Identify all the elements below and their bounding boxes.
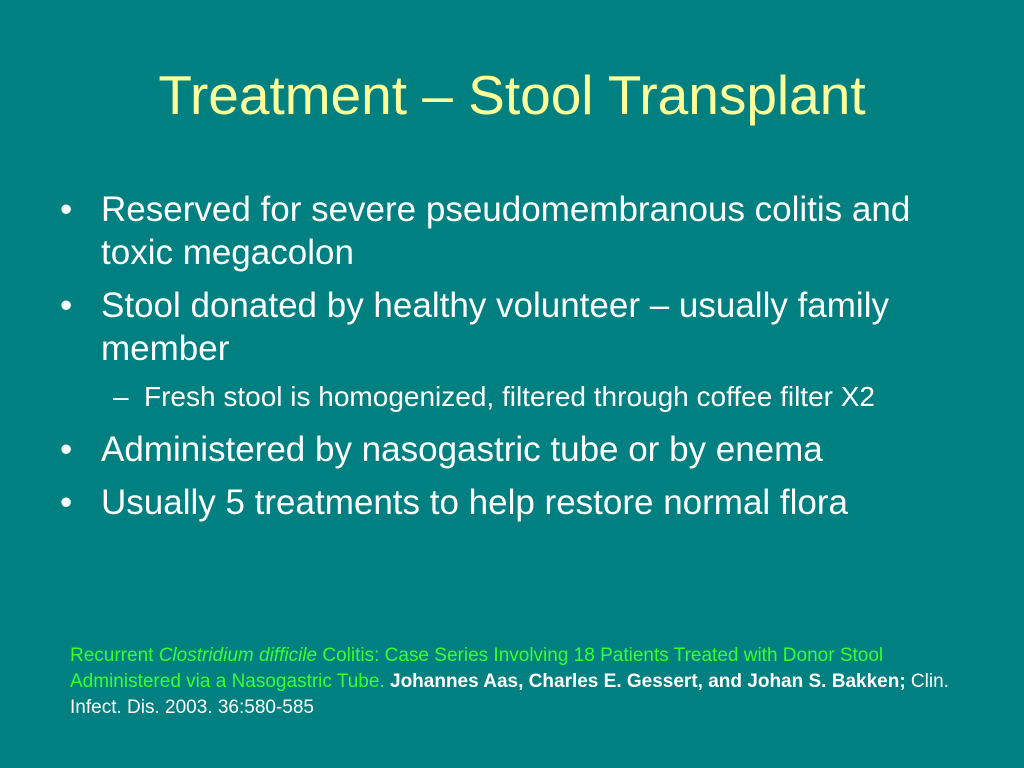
bullet-list <box>58 188 978 534</box>
reference-organism: Clostridium difficile <box>158 645 318 666</box>
bullet-item <box>58 284 978 370</box>
sub-bullet-mark: – <box>113 381 129 412</box>
bullet-text: Stool donated by healthy volunteer – usually family member <box>101 286 889 368</box>
bullet-mark: • <box>60 430 73 469</box>
bullet-mark: • <box>60 483 73 522</box>
sub-bullet-item <box>58 378 978 416</box>
reference-prefix: Recurrent <box>70 645 159 666</box>
reference-journal: Clin. Infect. Dis. 2003. 36:580-585 <box>70 671 949 718</box>
slide-title: Treatment – Stool Transplant <box>158 64 866 126</box>
bullet-mark: • <box>60 190 73 229</box>
reference-citation <box>70 643 970 721</box>
bullet-mark: • <box>60 286 73 325</box>
bullet-item <box>58 428 978 471</box>
bullet-text: Administered by nasogastric tube or by enema <box>101 430 823 469</box>
bullet-item <box>58 188 978 274</box>
bullet-text: Reserved for severe pseudomembranous colitis and toxic megacolon <box>101 190 911 272</box>
sub-bullet-text: Fresh stool is homogenized, filtered through coffee filter X2 <box>144 381 875 412</box>
bullet-item <box>58 481 978 524</box>
reference-title: Colitis: Case Series Involving 18 Patients Treated with Donor Stool Administered via a Nasogastric Tube. <box>70 645 884 692</box>
bullet-text: Usually 5 treatments to help restore normal flora <box>101 483 848 522</box>
reference-authors: Johannes Aas, Charles E. Gessert, and Johan S. Bakken; <box>390 671 906 692</box>
